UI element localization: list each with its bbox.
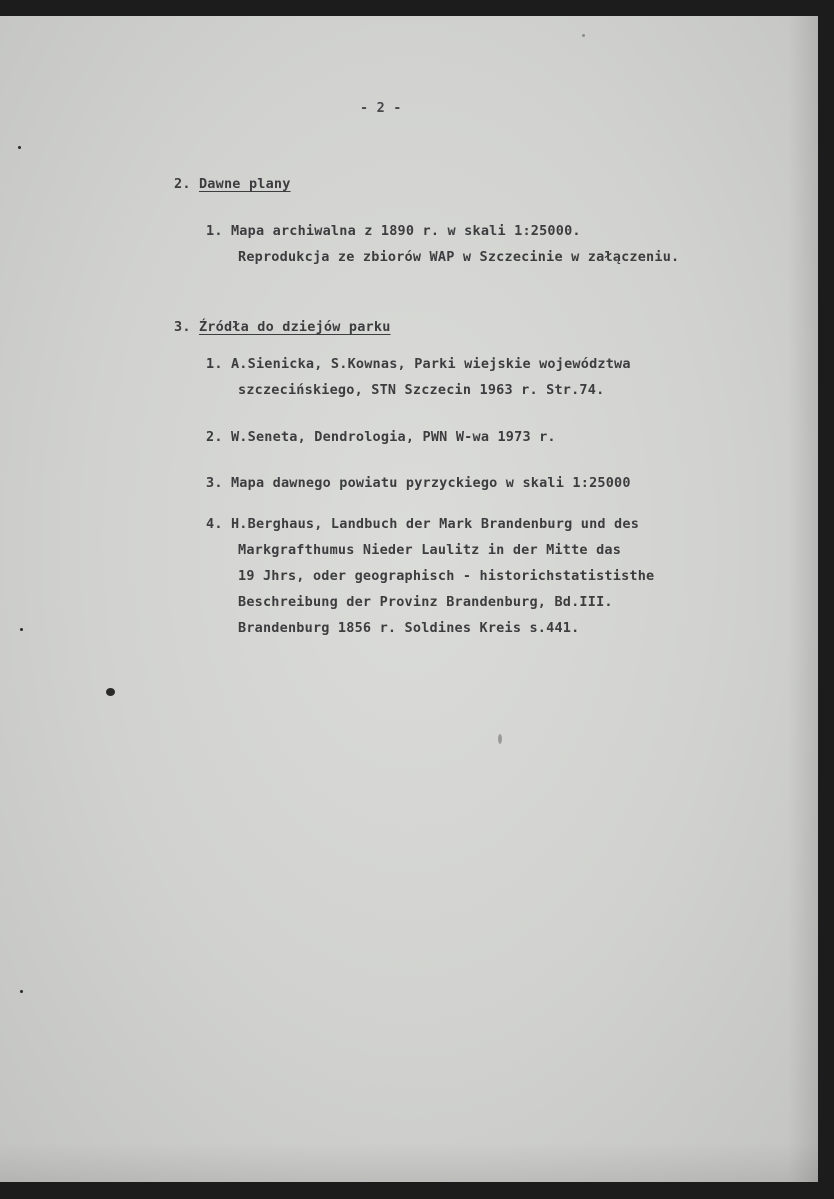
item-line: Beschreibung der Provinz Brandenburg, Bd.III. — [238, 594, 613, 610]
list-item — [206, 356, 631, 372]
item-number: 3. — [206, 475, 223, 491]
item-line: H.Berghaus, Landbuch der Mark Brandenburg und des — [230, 516, 640, 532]
page-number: - 2 - — [360, 100, 402, 116]
section-number: 2. — [174, 176, 191, 192]
ink-speck — [20, 628, 23, 631]
page-shadow-bottom — [0, 1142, 818, 1182]
item-line: Reprodukcja ze zbiorów WAP w Szczecinie w załączeniu. — [238, 249, 680, 265]
page-shadow-right — [788, 16, 818, 1182]
ink-speck — [18, 146, 21, 149]
section-3 — [174, 319, 391, 335]
ink-speck — [106, 688, 115, 696]
item-number: 1. — [206, 223, 223, 239]
item-number: 2. — [206, 429, 223, 445]
item-line: A.Sienicka, S.Kownas, Parki wiejskie województwa — [230, 356, 631, 372]
item-line: Markgrafthumus Nieder Laulitz in der Mitte das — [238, 542, 622, 558]
item-line: Mapa archiwalna z 1890 r. w skali 1:25000. — [230, 223, 581, 239]
document-page — [0, 16, 818, 1182]
ink-speck — [498, 734, 502, 744]
list-item — [206, 516, 639, 532]
section-number: 3. — [174, 319, 191, 335]
section-2 — [174, 176, 291, 192]
ink-speck — [582, 34, 585, 37]
ink-speck — [20, 990, 23, 993]
item-line: W.Seneta, Dendrologia, PWN W-wa 1973 r. — [230, 429, 556, 445]
item-number: 1. — [206, 356, 223, 372]
list-item — [206, 223, 581, 239]
item-line: Mapa dawnego powiatu pyrzyckiego w skali 1:25000 — [230, 475, 631, 491]
list-item — [206, 475, 631, 491]
item-number: 4. — [206, 516, 223, 532]
section-heading: Dawne plany — [198, 176, 291, 192]
item-line: szczecińskiego, STN Szczecin 1963 r. Str.74. — [238, 382, 605, 398]
item-line: Brandenburg 1856 r. Soldines Kreis s.441. — [238, 620, 580, 636]
list-item — [206, 429, 556, 445]
item-line: 19 Jhrs, oder geographisch - historichstatististhe — [238, 568, 655, 584]
section-heading: Źródła do dziejów parku — [198, 319, 391, 335]
